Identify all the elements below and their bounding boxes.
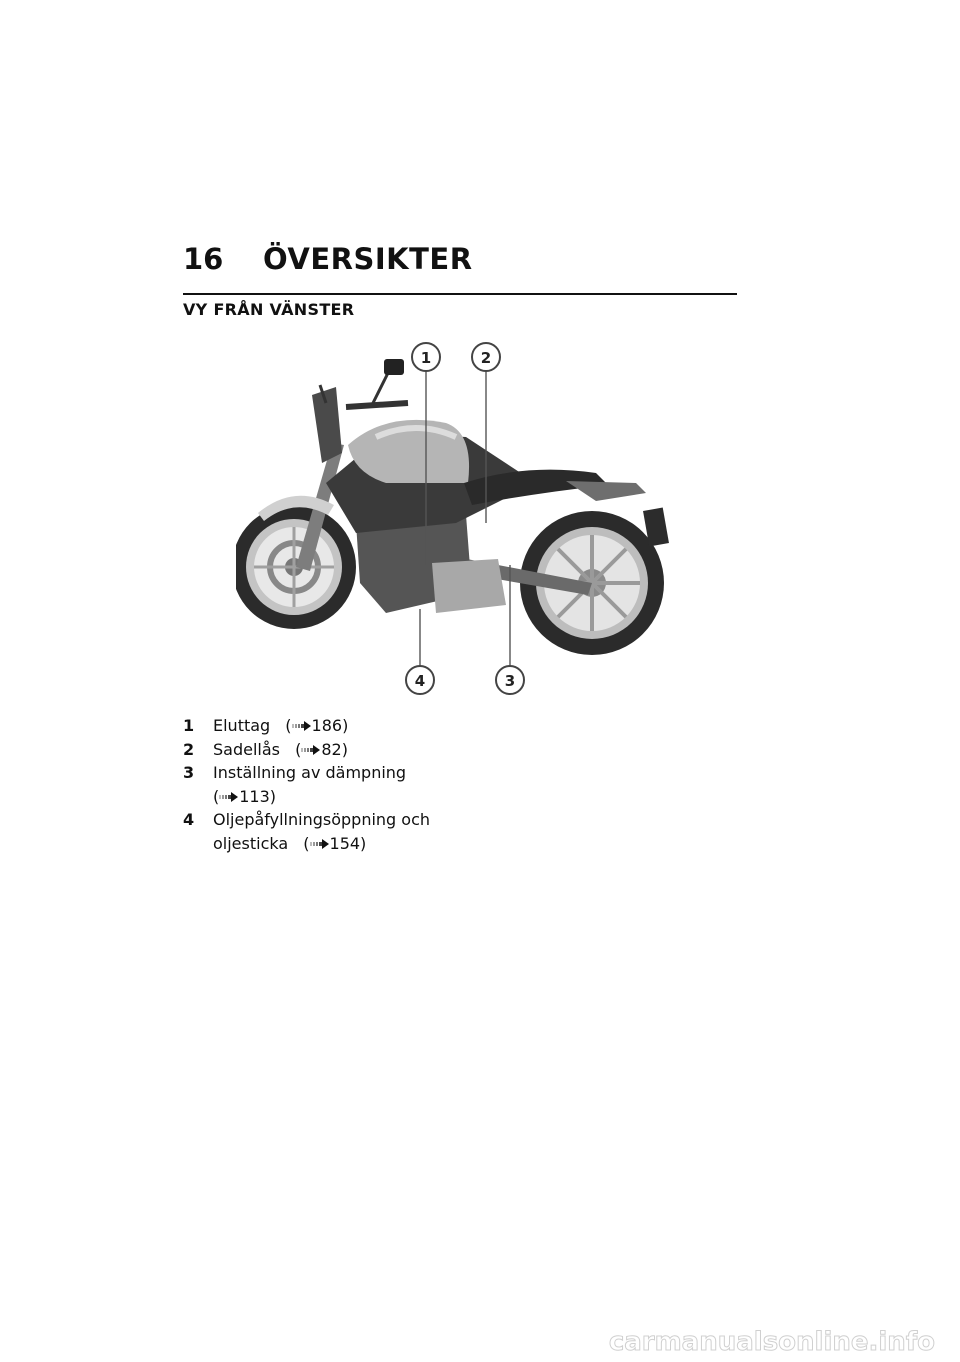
list-item xyxy=(183,761,473,808)
list-item xyxy=(183,808,473,855)
callout-3 xyxy=(496,666,524,694)
callout-2 xyxy=(472,343,500,371)
arrow-right-icon xyxy=(310,838,330,850)
page-reference-number: 154) xyxy=(329,833,367,853)
page-reference-number: 82) xyxy=(321,739,348,759)
list-item xyxy=(183,714,473,738)
arrow-right-icon xyxy=(219,791,239,803)
arrow-right-icon xyxy=(301,744,321,756)
list-item xyxy=(183,738,473,762)
item-label-continued: oljesticka xyxy=(213,833,289,853)
page-reference[interactable]: ( 154) xyxy=(303,833,367,853)
page-reference[interactable]: ( 186) xyxy=(285,716,349,735)
item-label: Oljepåfyllningsöppning och xyxy=(213,810,431,829)
callout-2-label: 2 xyxy=(480,349,492,367)
page-reference-number: 186) xyxy=(311,716,349,735)
motorcycle-illustration xyxy=(236,333,676,703)
arrow-right-icon xyxy=(292,720,312,732)
page-reference-number: 113) xyxy=(239,786,277,806)
page-number: 16 xyxy=(183,242,224,276)
chapter-title: ÖVERSIKTER xyxy=(263,242,473,276)
item-number: 2 xyxy=(183,739,195,759)
watermark xyxy=(0,1322,960,1362)
callout-1-label: 1 xyxy=(420,349,432,367)
item-label: Eluttag xyxy=(213,716,271,735)
section-title: VY FRÅN VÄNSTER xyxy=(183,300,355,319)
item-number: 4 xyxy=(183,810,195,829)
item-number: 3 xyxy=(183,763,195,782)
item-number: 1 xyxy=(183,716,195,735)
callout-4 xyxy=(406,666,434,694)
page-reference[interactable]: ( 113) xyxy=(213,786,277,806)
item-label: Inställning av dämpning xyxy=(213,763,407,782)
callout-3-label: 3 xyxy=(504,672,516,690)
header-rule xyxy=(183,293,737,295)
page-reference[interactable]: ( 82) xyxy=(295,739,348,759)
callout-list xyxy=(183,714,473,855)
page-header xyxy=(183,242,738,276)
watermark-text: carmanualsonline.info xyxy=(608,1327,935,1357)
callout-4-label: 4 xyxy=(414,672,426,690)
item-label: Sadellås xyxy=(213,739,280,759)
callout-1 xyxy=(412,343,440,371)
